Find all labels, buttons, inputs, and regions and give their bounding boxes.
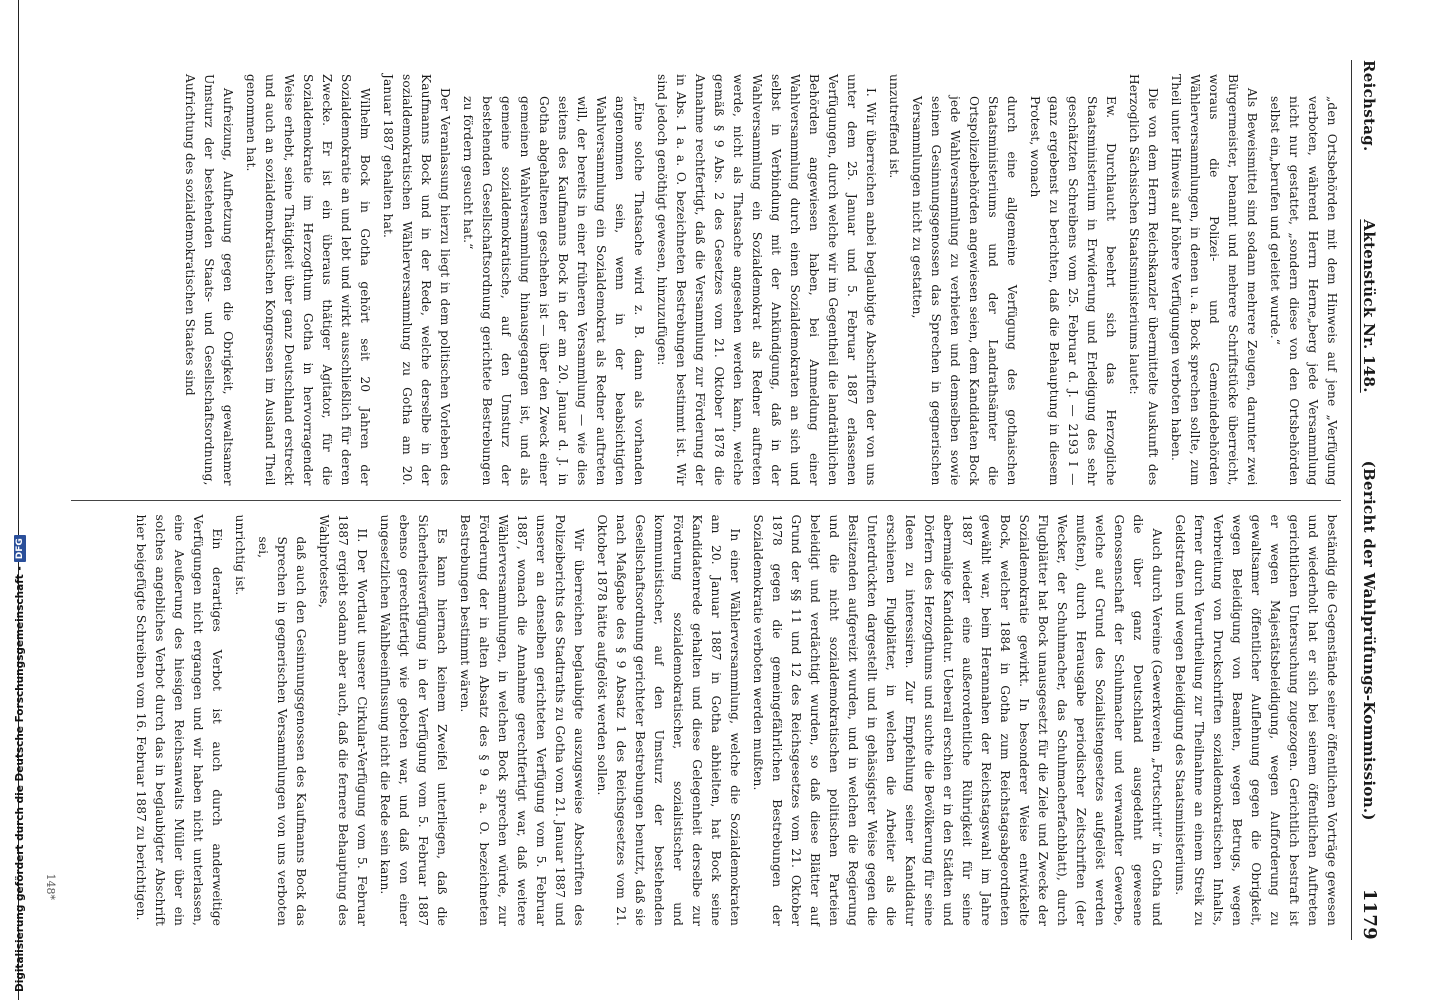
digitization-notice bbox=[14, 535, 26, 992]
paragraph: I. Wir überreichen anbei beglaubigte Abschriften der von uns unter dem 25. Januar und 5. Februar 1887 erlassenen Verfügungen, durch welche wir im Gegentheil die landräthlichen Behörden angewiesen haben, bei Anmeldung einer Wahlversammlung durch einen Sozialdemokraten an sich und selbst in Verbindung mit der Ankündigung, daß in der Wahlversammlung ein Sozialdemokrat als Redner auftreten werde, nicht als Thatsache angesehen werden kann, welche gemäß § 9 Abs. 2 des Gesetzes vom 21. Oktober 1878 die Annahme rechtfertigt, daß die Versammlung zur Förderung der in Abs. 1 a. a. O. bezeichneten Bestrebungen bestimmt ist. Wir sind jedoch genöthigt gewesen, hinzuzufügen: bbox=[655, 74, 878, 486]
paragraph: Es kann hiernach keinem Zweifel unterliegen, daß die Sicherheitsverfügung in der Verfügung vom 5. Februar 1887 ebenso gerechtfertigt wie geboten war, und daß von einer ungesetzlichen Wahlbeeinflussung nicht die Rede sein kann. bbox=[378, 514, 449, 926]
paragraph: Der Veranlassung hierzu liegt in dem politischen Vorleben des Kaufmanns Bock und in der Rede, welche derselbe in der sozialdemokratischen Wählerversammlung zu Gotha am 20. Januar 1887 gehalten hat. bbox=[381, 74, 452, 486]
page-number: 1179 bbox=[1359, 888, 1380, 940]
paragraph: In einer Wählerversammlung, welche die Sozialdemokraten am 20. Januar 1887 in Gotha abhielten, hat Bock seine Kandidatenrede gehalten und diese Gelegenheit derselbe zur Förderung sozialdemokratischer, sozialistischer und kommunistischer, auf den Umsturz der bestehenden Gesellschaftsordnung gerichteter Bestrebungen benutzt, daß sie nach Maßgabe des § 9 Absatz 1 des Reichsgesetzes vom 21. Oktober 1878 hätte aufgelöst werden sollen. bbox=[595, 514, 742, 926]
paragraph: Wir überreichen beglaubigte auszugsweise Abschriften des Polizeiberichts des Stadtraths zu Gotha vom 21. Januar 1887 und unserer an denselben gerichteten Verfügung vom 5. Februar 1887, wonach die Annahme gerechtfertigt war, daß weitere Wählerversammlungen, in welchen Bock sprechen würde, zur Förderung der in alten Absatz des § 9 a. a. O. bezeichneten Bestrebungen bestimmt wären. bbox=[458, 514, 586, 926]
paragraph: durch eine allgemeine Verfügung des gothaischen Staatsministeriums und der Landrathsämter die Ortspolizeibehörden angewiesen seien, dem Kandidaten Bock jede Wahlversammlung zu verbieten und demselben sowie seinen Gesinnungsgenossen das Sprechen in gegnerischen Versammlungen nicht zu gestatten, bbox=[910, 96, 1019, 486]
paragraph: Wilhelm Bock in Gotha gehört seit 20 Jahren der Sozialdemokratie an und lebt und wirkt ausschließlich für deren Zwecke. Er ist ein überaus thätiger Agitator, für die Sozialdemokratie im Herzogthum Gotha in hervorragender Weise erhebt, seine Thätigkeit über ganz Deutschland erstreckt und auch an sozialdemokratischen Kongressen im Ausland Theil genommen hat. bbox=[244, 74, 372, 486]
paragraph: Als Beweismittel sind sodann mehrere Zeugen, darunter zwei Bürgermeister, benannt und mehrere Schriftstücke überreicht, woraus die Polizei- und Gemeindebehörden Wählerversammlungen, in denen u. a. Bock sprechen sollte, zum Theil unter Hinweis auf höhere Verfügungen verboten haben. bbox=[1169, 74, 1259, 486]
paragraph: daß auch den Gesinnungsgenossen des Kaufmanns Bock das Sprechen in gegnerischen Versammlungen von uns verboten sei, bbox=[256, 536, 308, 926]
paragraph: „Eine solche Thatsache wird z. B. dann als vorhanden angenommen sein, wenn in der beabsichtigten Wahlversammlung ein Sozialdemokrat als Redner auftreten will, der bereits in einer früheren Versammlung — wie dies seitens des Kaufmanns Bock in der am 20. Januar d. J. in Gotha abgehaltenen geschehen ist — über den Zweck einer gemeinen Wahlversammlung hinausgegangen ist, und als gemeine sozialdemokratische, auf den Umsturz der bestehenden Gesellschaftsordnung gerichtete Bestrebungen zu fördern gesucht hat.“ bbox=[461, 96, 646, 486]
paragraph: Ein derartiges Verbot ist auch durch anderweitige Verfügungen nicht ergangen und wir haben nicht unterlassen, eine Aeußerung des hiesigen Reichsanwalts Müller über ein solches angebliches Verbot durch das in beglaubigter Abschrift hier beigefügte Schreiben vom 16. Februar 1887 zu berichtigen. bbox=[134, 514, 224, 926]
header-section-title: (Bericht der Wahlprüfungs-Kommission.) bbox=[1360, 460, 1378, 821]
paragraph: Auch durch Vereine (Gewerkverein „Fortschritt“ in Gotha und die über ganz Deutschland ausgedehnt gewesene Genossenschaft der Schuhmacher und verwandter Gewerbe, welche auf Grund des Sozialistengesetzes aufgelöst werden mußten), durch Herausgabe periodischer Zeitschriften (der Wecker, der Schuhmacher, das Schuhmacherfachblatt), durch Flugblätter hat Bock unausgesetzt für die Ziele und Zwecke der Sozialdemokratie gewirkt. In besonderer Weise entwickelte Bock, welcher 1884 in Gotha zum Reichstagsabgeordneten gewählt war, beim Herannahen der Reichstagswahl im Jahre 1887 wieder eine außerordentliche Rührigkeit für seine abermalige Kandidatur. Ueberall erschien er in den Städten und Dörfern des Herzogthums und suchte die Bevölkerung für seine Ideen zu interessiren. Zur Empfehlung seiner Kandidatur erschienen Flugblätter, in welchen die Arbeiter als die Unterdrückten dargestellt und in gehässigster Weise gegen die Besitzenden aufgereizt wurden, und in welchen die Regierung und die nicht sozialdemokratischen politischen Parteien beleidigt und verdächtigt wurden, so daß diese Blätter auf Grund der §§ 11 und 12 des Reichsgesetzes vom 21. Oktober 1878 gegen die gemeingefährlichen Bestrebungen der Sozialdemokratie verboten werden mußten. bbox=[751, 514, 1164, 926]
paragraph: Ew. Durchlaucht beehrt sich das Herzogliche Staatsministerium in Erwiderung und Erledigung des sehr geschätzten Schreibens vom 25. Februar d. J. — 2193 I — ganz ergebenst zu berichten, daß die Behauptung in diesem Protest, wonach bbox=[1028, 96, 1118, 486]
running-header bbox=[1351, 60, 1380, 940]
right-column bbox=[71, 500, 1341, 941]
paragraph: Die von dem Herrn Reichskanzler übermittelte Auskunft des Herzoglich Sächsischen Staatsministeriums lautet: bbox=[1127, 74, 1160, 486]
paragraph: unrichtig ist. bbox=[233, 514, 247, 596]
dfg-logo: DFG bbox=[14, 535, 26, 562]
digitization-notice-text: Digitalisierung gefördert durch die Deutsche Forschungsgemeinschaft - bbox=[14, 566, 26, 992]
header-document-number: Aktenstück Nr. 148. bbox=[1360, 219, 1378, 393]
paragraph: „den Ortsbehörden mit dem Hinweis auf jene „Verfügung verboten, während Herrn Herne„berg jede Versammlung nicht nur gestattet, „sondern diese von den Ortsbehörden selbst ein„berufen und geleitet wurde.“ bbox=[1268, 96, 1339, 486]
text-columns bbox=[71, 60, 1341, 940]
signature-mark: 148* bbox=[44, 873, 57, 900]
paragraph: unzutreffend ist. bbox=[887, 74, 901, 179]
left-column bbox=[71, 60, 1341, 500]
header-left: Reichstag. bbox=[1360, 60, 1378, 152]
document-page bbox=[44, 60, 1380, 940]
paragraph: beständig die Gegenstände seiner öffentlichen Vorträge gewesen und wiederholt hat er sich bei seinem öffentlichen Auftreten gerichtlichen Untersuchung zugezogen. Gerichtlich bestraft ist er wegen Majestätsbeleidigung, wegen Aufforderung zu gewaltsamer öffentlicher Auflehnung gegen die Obrigkeit, wegen Beleidigung von Beamten, wegen Betrugs, wegen Verbreitung von Druckschriften sozialdemokratischen Inhalts, ferner durch Verurtheilung zur Theilnahme an einem Streik zu Geldstrafen und wegen Beleidigung des Staatsministeriums. bbox=[1173, 514, 1339, 926]
paragraph: II. Der Wortlaut unserer Cirkular-Verfügung vom 5. Februar 1887 ergiebt sodann aber auch, daß die fernere Behauptung des Wahlprotestes, bbox=[317, 514, 369, 926]
paragraph: Aufreizung, Aufhetzung gegen die Obrigkeit, gewaltsamer Umsturz der bestehenden Staats- und Gesellschaftsordnung, Aufrichtung des sozialdemokratischen Staates sind bbox=[183, 74, 235, 486]
